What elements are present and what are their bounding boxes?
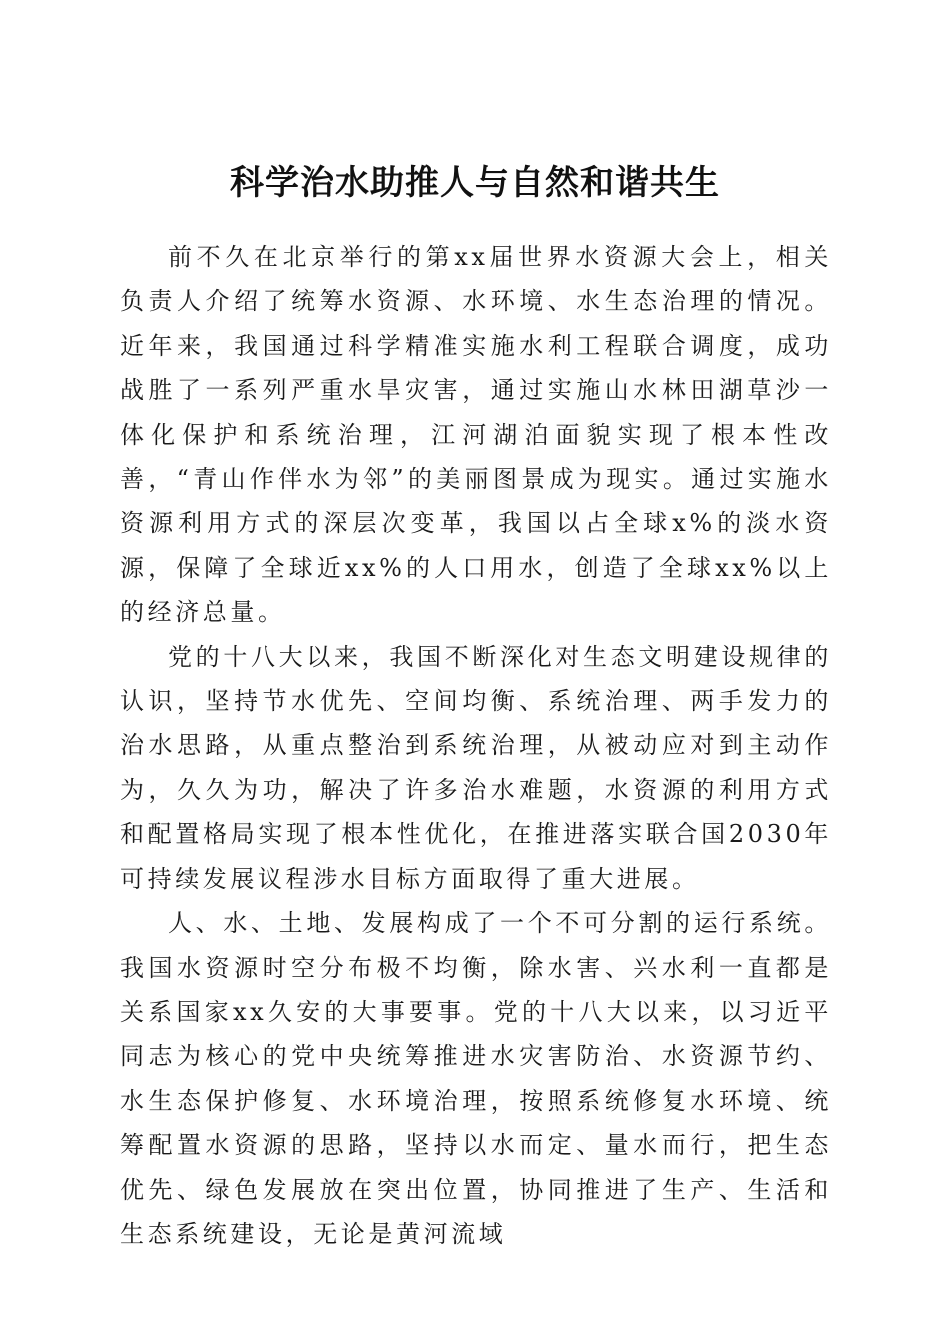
paragraph-2: 党的十八大以来，我国不断深化对生态文明建设规律的认识，坚持节水优先、空间均衡、系统治理、两手发力的治水思路，从重点整治到系统治理，从被动应对到主动作为，久久为功，解决了许多治水难题，水资源的利用方式和配置格局实现了根本性优化，在推进落实联合国2030年可持续发展议程涉水目标方面取得了重大进展。 bbox=[120, 642, 832, 893]
paragraph-3: 人、水、土地、发展构成了一个不可分割的运行系统。我国水资源时空分布极不均衡，除水害、兴水利一直都是关系国家xx久安的大事要事。党的十八大以来，以习近平同志为核心的党中央统筹推进水灾害防治、水资源节约、水生态保护修复、水环境治理，按照系统修复水环境、统筹配置水资源的思路，坚持以水而定、量水而行，把生态优先、绿色发展放在突出位置，协同推进了生产、生活和生态系统建设，无论是黄河流域 bbox=[120, 909, 832, 1248]
paragraph-1: 前不久在北京举行的第xx届世界水资源大会上，相关负责人介绍了统筹水资源、水环境、水生态治理的情况。近年来，我国通过科学精准实施水利工程联合调度，成功战胜了一系列严重水旱灾害，通过实施山水林田湖草沙一体化保护和系统治理，江河湖泊面貌实现了根本性改善，“青山作伴水为邻”的美丽图景成为现实。通过实施水资源利用方式的深层次变革，我国以占全球x%的淡水资源，保障了全球近xx%的人口用水，创造了全球xx%以上的经济总量。 bbox=[120, 243, 832, 627]
document-title: 科学治水助推人与自然和谐共生 bbox=[230, 162, 720, 203]
document-body bbox=[120, 235, 832, 1256]
